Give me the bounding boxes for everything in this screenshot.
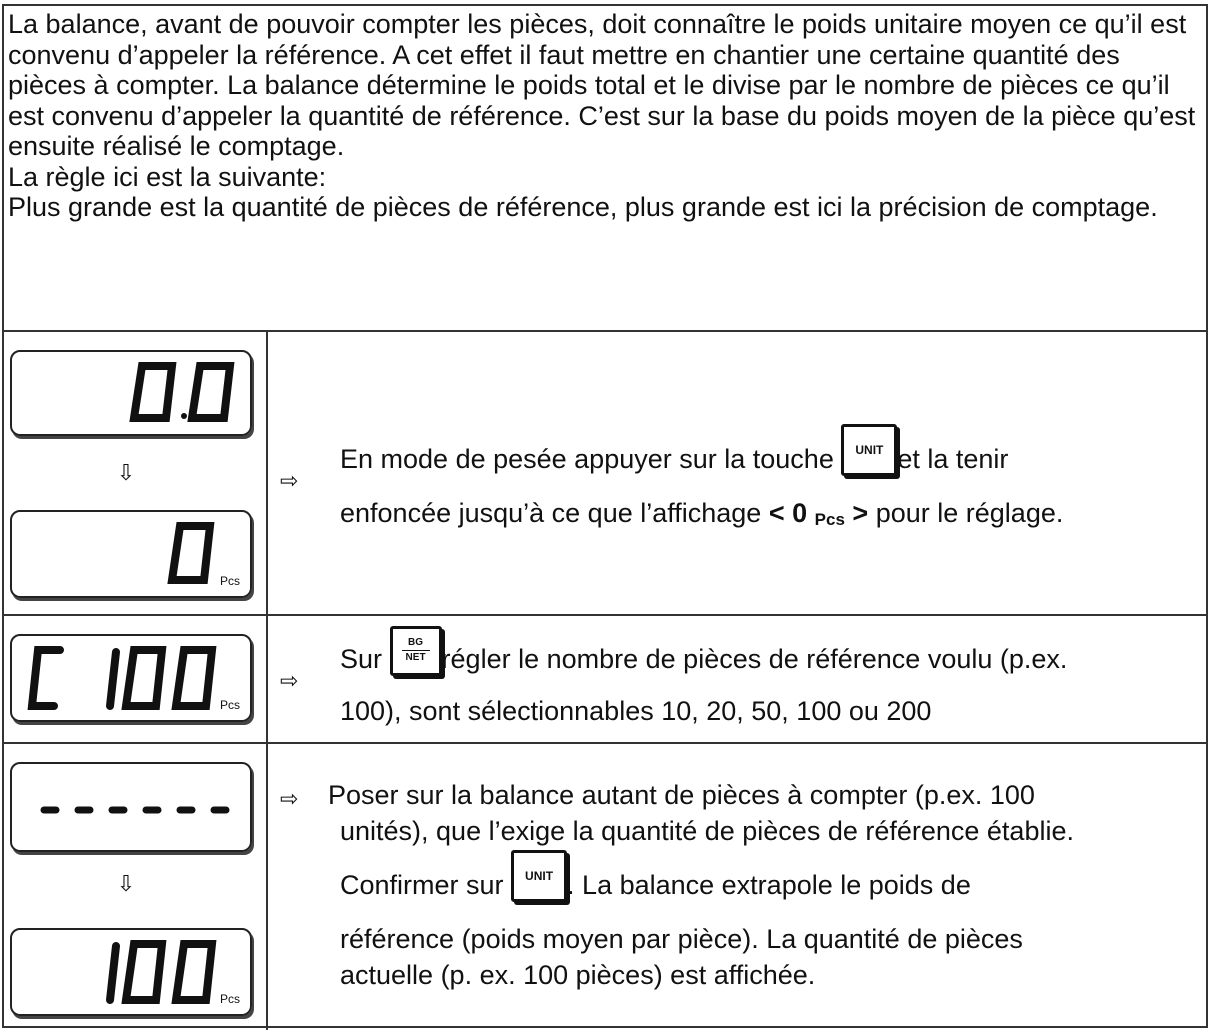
step-3-line-2: unités), que l’exige la quantité de pièces de référence établie. xyxy=(340,816,1074,846)
intro-paragraph-3: Plus grande est la quantité de pièces de référence, plus grande est ici la précision de comptage. xyxy=(8,192,1158,222)
intro-text xyxy=(4,6,1206,332)
lcd-digits xyxy=(12,352,250,434)
step-2-line-1: Sur xyxy=(340,644,383,674)
right-arrow-icon: ⇨ xyxy=(280,668,299,693)
lcd-digits xyxy=(12,930,250,1014)
lcd-digits xyxy=(12,764,250,850)
down-arrow-icon: ⇩ xyxy=(116,460,136,485)
step-1-line-2-end: pour le réglage. xyxy=(875,498,1064,528)
step-3-line-5: actuelle (p. ex. 100 pièces) est affichée. xyxy=(340,960,816,990)
step-2-text xyxy=(268,616,1206,742)
step-3-displays xyxy=(4,744,268,1030)
step-2-displays xyxy=(4,616,268,742)
unit-key-icon: UNIT xyxy=(511,850,567,902)
display-code-open: < 0 xyxy=(768,498,808,528)
step-3-text xyxy=(268,744,1206,1030)
step-1-row xyxy=(4,332,1206,616)
step-2-line-2: 100), sont sélectionnables 10, 20, 50, 100 ou 200 xyxy=(340,696,932,726)
step-1-text xyxy=(268,332,1206,614)
right-arrow-icon: ⇨ xyxy=(280,468,299,493)
lcd-display-weight xyxy=(10,350,252,436)
step-2-line-1-end: régler le nombre de pièces de référence voulu (p.ex. xyxy=(441,644,1068,674)
step-3-line-4: référence (poids moyen par pièce). La quantité de pièces xyxy=(340,924,1023,954)
step-1-line-1: En mode de pesée appuyer sur la touche xyxy=(340,444,834,474)
step-1-displays xyxy=(4,332,268,614)
instruction-table xyxy=(2,4,1208,1028)
down-arrow-icon: ⇩ xyxy=(116,871,136,896)
display-code-close: > xyxy=(852,498,869,528)
lcd-display-dashes xyxy=(10,762,252,852)
intro-paragraph-2: La règle ici est la suivante: xyxy=(8,161,327,192)
lcd-digits xyxy=(12,512,250,596)
lcd-unit-pcs: Pcs xyxy=(220,698,241,712)
right-arrow-icon: ⇨ xyxy=(280,786,299,811)
unit-key-icon: UNIT xyxy=(841,424,897,476)
step-2-row xyxy=(4,616,1206,744)
step-3-line-3-end: . La balance extrapole le poids de xyxy=(567,870,971,900)
lcd-display-pcs xyxy=(10,510,252,598)
step-1-line-1-end: et la tenir xyxy=(897,444,1009,474)
step-3-line-1: Poser sur la balance autant de pièces à compter (p.ex. 100 xyxy=(328,780,1035,810)
lcd-unit-pcs: Pcs xyxy=(220,992,241,1006)
step-3-row xyxy=(4,744,1206,1030)
display-code-unit: Pcs xyxy=(814,510,845,529)
bg-net-key-icon: BG NET xyxy=(390,626,442,676)
lcd-unit-pcs: Pcs xyxy=(220,574,241,588)
lcd-digits xyxy=(12,636,250,720)
lcd-display-reference xyxy=(10,634,252,722)
step-3-line-3: Confirmer sur xyxy=(340,870,504,900)
intro-paragraph-1: La balance, avant de pouvoir compter les pièces, doit connaître le poids unitaire moyen ce qu’il est convenu d’appeler la référence. A cet effet il faut mettre en chantier une certaine quantité des pièces à compter. La balance détermine le poids total et le divise par le nombre de pièces ce qu’il est convenu d’appeler la quantité de référence. C’est sur la base du poids moyen de la pièce qu’est ensuite réalisé le comptage. xyxy=(8,9,1196,161)
step-1-line-2: enfoncée jusqu’à ce que l’affichage xyxy=(340,498,762,528)
lcd-display-count xyxy=(10,928,252,1016)
